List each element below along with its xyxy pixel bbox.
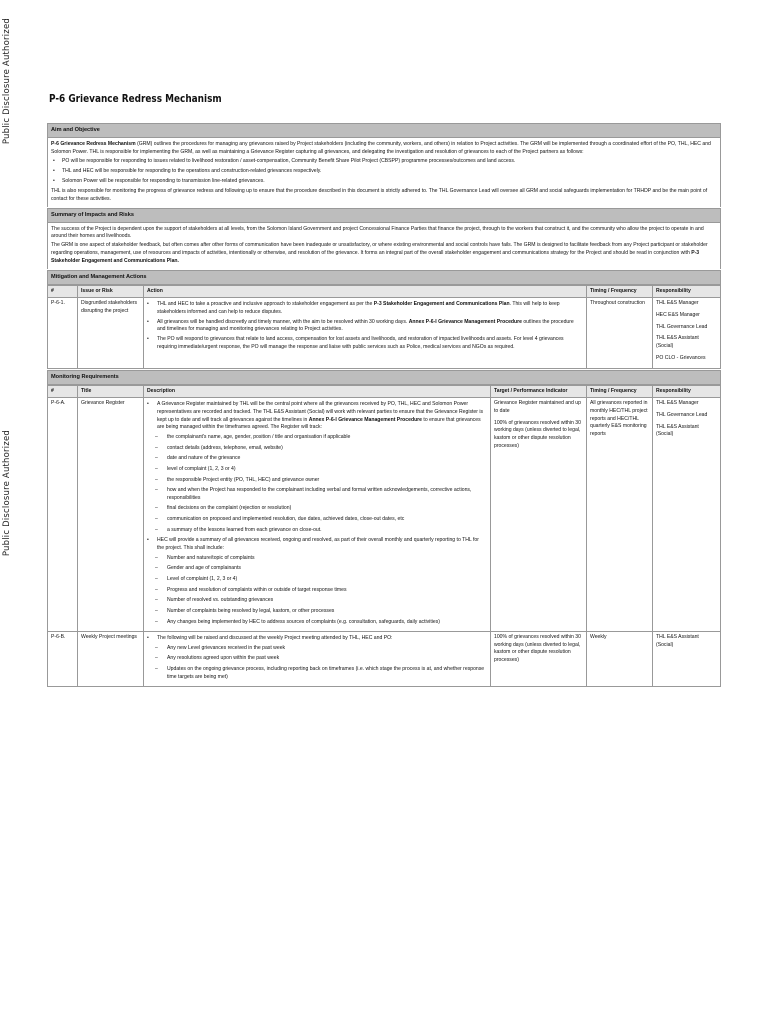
table-row [48,398,721,632]
col-header: Responsibility [653,385,721,398]
row-id: P-6-A. [48,398,78,632]
col-header: Target / Performance Indicator [491,385,587,398]
aim-bullet: • Solomon Power will be responsible for responding to transmission line-related grievances. [53,178,265,185]
col-header: # [48,385,78,398]
row-responsibility: THL E&S Manager HEC E&S Manager THL Governance Lead THL E&S Assistant (Social) PO CLO - Grievances [653,298,721,369]
table-row [48,632,721,687]
row-timing: Throughout construction [587,298,653,369]
row-target: 100% of grievances resolved within 30 working days (unless diverted to legal, kastom or other dispute resolution processes) [491,632,587,687]
mitigation-heading: Mitigation and Management Actions [47,270,721,285]
aim-paragraph-1: P-6 Grievance Redress Mechanism (GRM) outlines the procedures for managing any grievances raised by Project stakeholders (including the community, workers, and others) in relation to Project activities. The GRM will be implemented through a coordinated effort of the PO, THL, HEC and Solomon Power. THL is responsible for implementing the GRM, as well as maintaining a Grievance Register capturing all grievances, and delegating the investigation and resolution of grievances to each of the Project partners as follows: [51,140,711,155]
row-id: P-6-1. [48,298,78,369]
row-target: Grievance Register maintained and up to date 100% of grievances resolved within 30 working days (unless diverted to legal, kastom or other dispute resolution processes) [491,398,587,632]
table-row [48,298,721,369]
aim-bullet: • PO will be responsible for responding to issues related to livelihood restoration / asset-compensation, Community Benefit Share Pilot Project (CBSPP) programme processes/outcomes and land access. [53,158,516,165]
monitoring-table [47,385,721,688]
row-timing: Weekly [587,632,653,687]
row-issue: Disgruntled stakeholders disrupting the project [78,298,144,369]
col-header: Issue or Risk [78,285,144,298]
col-header: Description [144,385,491,398]
document-page [47,92,721,687]
row-action: • THL and HEC to take a proactive and inclusive approach to stakeholder engagement as per the P-3 Stakeholder Engagement and Communications Plan. This will help to keep stakeholders informed and can help to reduce disputes. • All grievances will be handled discreetly and timely manner, with the aim to be resolved within 30 working days. Annex P-6-I Grievance Management Procedure outlines the procedure and timelines for managing and monitoring grievances relating to Project activities. • The PO will respond to grievances that relate to land access, compensation for lost assets and livelihoods, and restoration of impacted livelihoods and assets. For level 4 grievances requiring immediate/urgent response, the PO will manage the response and liaise with public services such as Police, medical services and NGOs as required. [144,298,587,369]
monitoring-heading: Monitoring Requirements [47,370,721,385]
col-header: Title [78,385,144,398]
row-title: Grievance Register [78,398,144,632]
row-id: P-6-B. [48,632,78,687]
impacts-paragraph-1: The success of the Project is dependent upon the support of stakeholders at all levels, from the Solomon Island Government and project Concessional Finance Parties that finance the project, through to the workers that construct it, and the community who allow the project to operate in and around their homes and livelihoods. [51,225,704,240]
row-responsibility: THL E&S Manager THL Governance Lead THL E&S Assistant (Social) [653,398,721,632]
row-title: Weekly Project meetings [78,632,144,687]
aim-bullet: • THL and HEC will be responsible for responding to the operations and construction-related grievances respectively. [53,168,322,175]
mitigation-table [47,285,721,369]
row-description: • The following will be raised and discussed at the weekly Project meeting attended by THL, HEC and PO: – Any new Level grievances received in the past week – Any resolutions agreed upon within the past week – Updates on the ongoing grievance process, including reporting back on timeframes (i.e. which stage the process is at, and whether response time targets are being met) [144,632,491,687]
col-header: Timing / Frequency [587,285,653,298]
col-header: Responsibility [653,285,721,298]
impacts-paragraph-2: The GRM is one aspect of stakeholder feedback, but often comes after other forms of communication have been inadequate or unsatisfactory, or where existing environmental and social controls have fails. The GRM is designed to facilitate feedback from any Project participant or stakeholder regarding operations, management, use of resources and impacts of activities, intentionally or otherwise, and resolution of the grievance. It forms an integral part of the overall stakeholder engagement and communications strategy for the Project and should be read in conjunction with P-3 Stakeholder Engagement and Communications Plan. [51,242,708,265]
disclosure-label-middle: Public Disclosure Authorized [2,430,12,557]
col-header: # [48,285,78,298]
page-title: P-6 Grievance Redress Mechanism [49,92,222,105]
row-responsibility: THL E&S Assistant (Social) [653,632,721,687]
impacts-section [47,223,721,269]
aim-paragraph-2: THL is also responsible for monitoring the progress of grievance redress and following up to ensure that the procedure described in this document is strictly adhered to. The THL Governance Lead will oversee all GRM and social safeguards implementation for TRHDP and be the main point of contact for these activities. [51,188,708,202]
col-header: Timing / Frequency [587,385,653,398]
row-description: • A Grievance Register maintained by THL will be the central point where all the grievances received by PO, THL, HEC and Solomon Power representatives are recorded and tracked. The THL E&S Assistant (Social) will work with relevant parties to ensure that the Grievance Register is kept up to date and will track all grievances against the timelines in Annex P-6-I Grievance Management Procedure to ensure that grievances are being managed within the timeframes agreed. The Register will track: – the complainant's name, age, gender, position / title and organisation if applicable – contact details (address, telephone, email, website) – date and nature of the grievance – level of complaint (1, 2, 3 or 4) – the responsible Project entity (PO, THL, HEC) and grievance owner – how and when the Project has responded to the complainant including verbal and formal written acknowledgements, corrective actions, responsibilities – final decisions on the complaint (rejection or resolution) – communication on proposed and implemented resolution, due dates, achieved dates, close-out dates, etc – a summary of the lessons learned from each grievance on close-out. • HEC will provide a summary of all grievances received, ongoing and resolved, as part of their overall monthly and quarterly reporting to THL for the project. This shall include: – Number and nature/topic of complaints – Gender and age of complainants – Level of complaint (1, 2, 3 or 4) – Progress and resolution of complaints within or outside of target response times – Number of resolved vs. outstanding grievances – Number of complaints being resolved by legal, kastom, or other processes – Any changes being implemented by HEC to address sources of complaints (e.g. consultation, safeguards, daily activities) [144,398,491,632]
impacts-heading: Summary of Impacts and Risks [47,208,721,223]
col-header: Action [144,285,587,298]
aim-heading: Aim and Objective [47,123,721,138]
aim-section [47,138,721,207]
disclosure-label-top: Public Disclosure Authorized [2,18,12,145]
row-timing: All grievances reported in monthly HEC/THL project reports and HEC/THL quarterly E&S monitoring reports [587,398,653,632]
